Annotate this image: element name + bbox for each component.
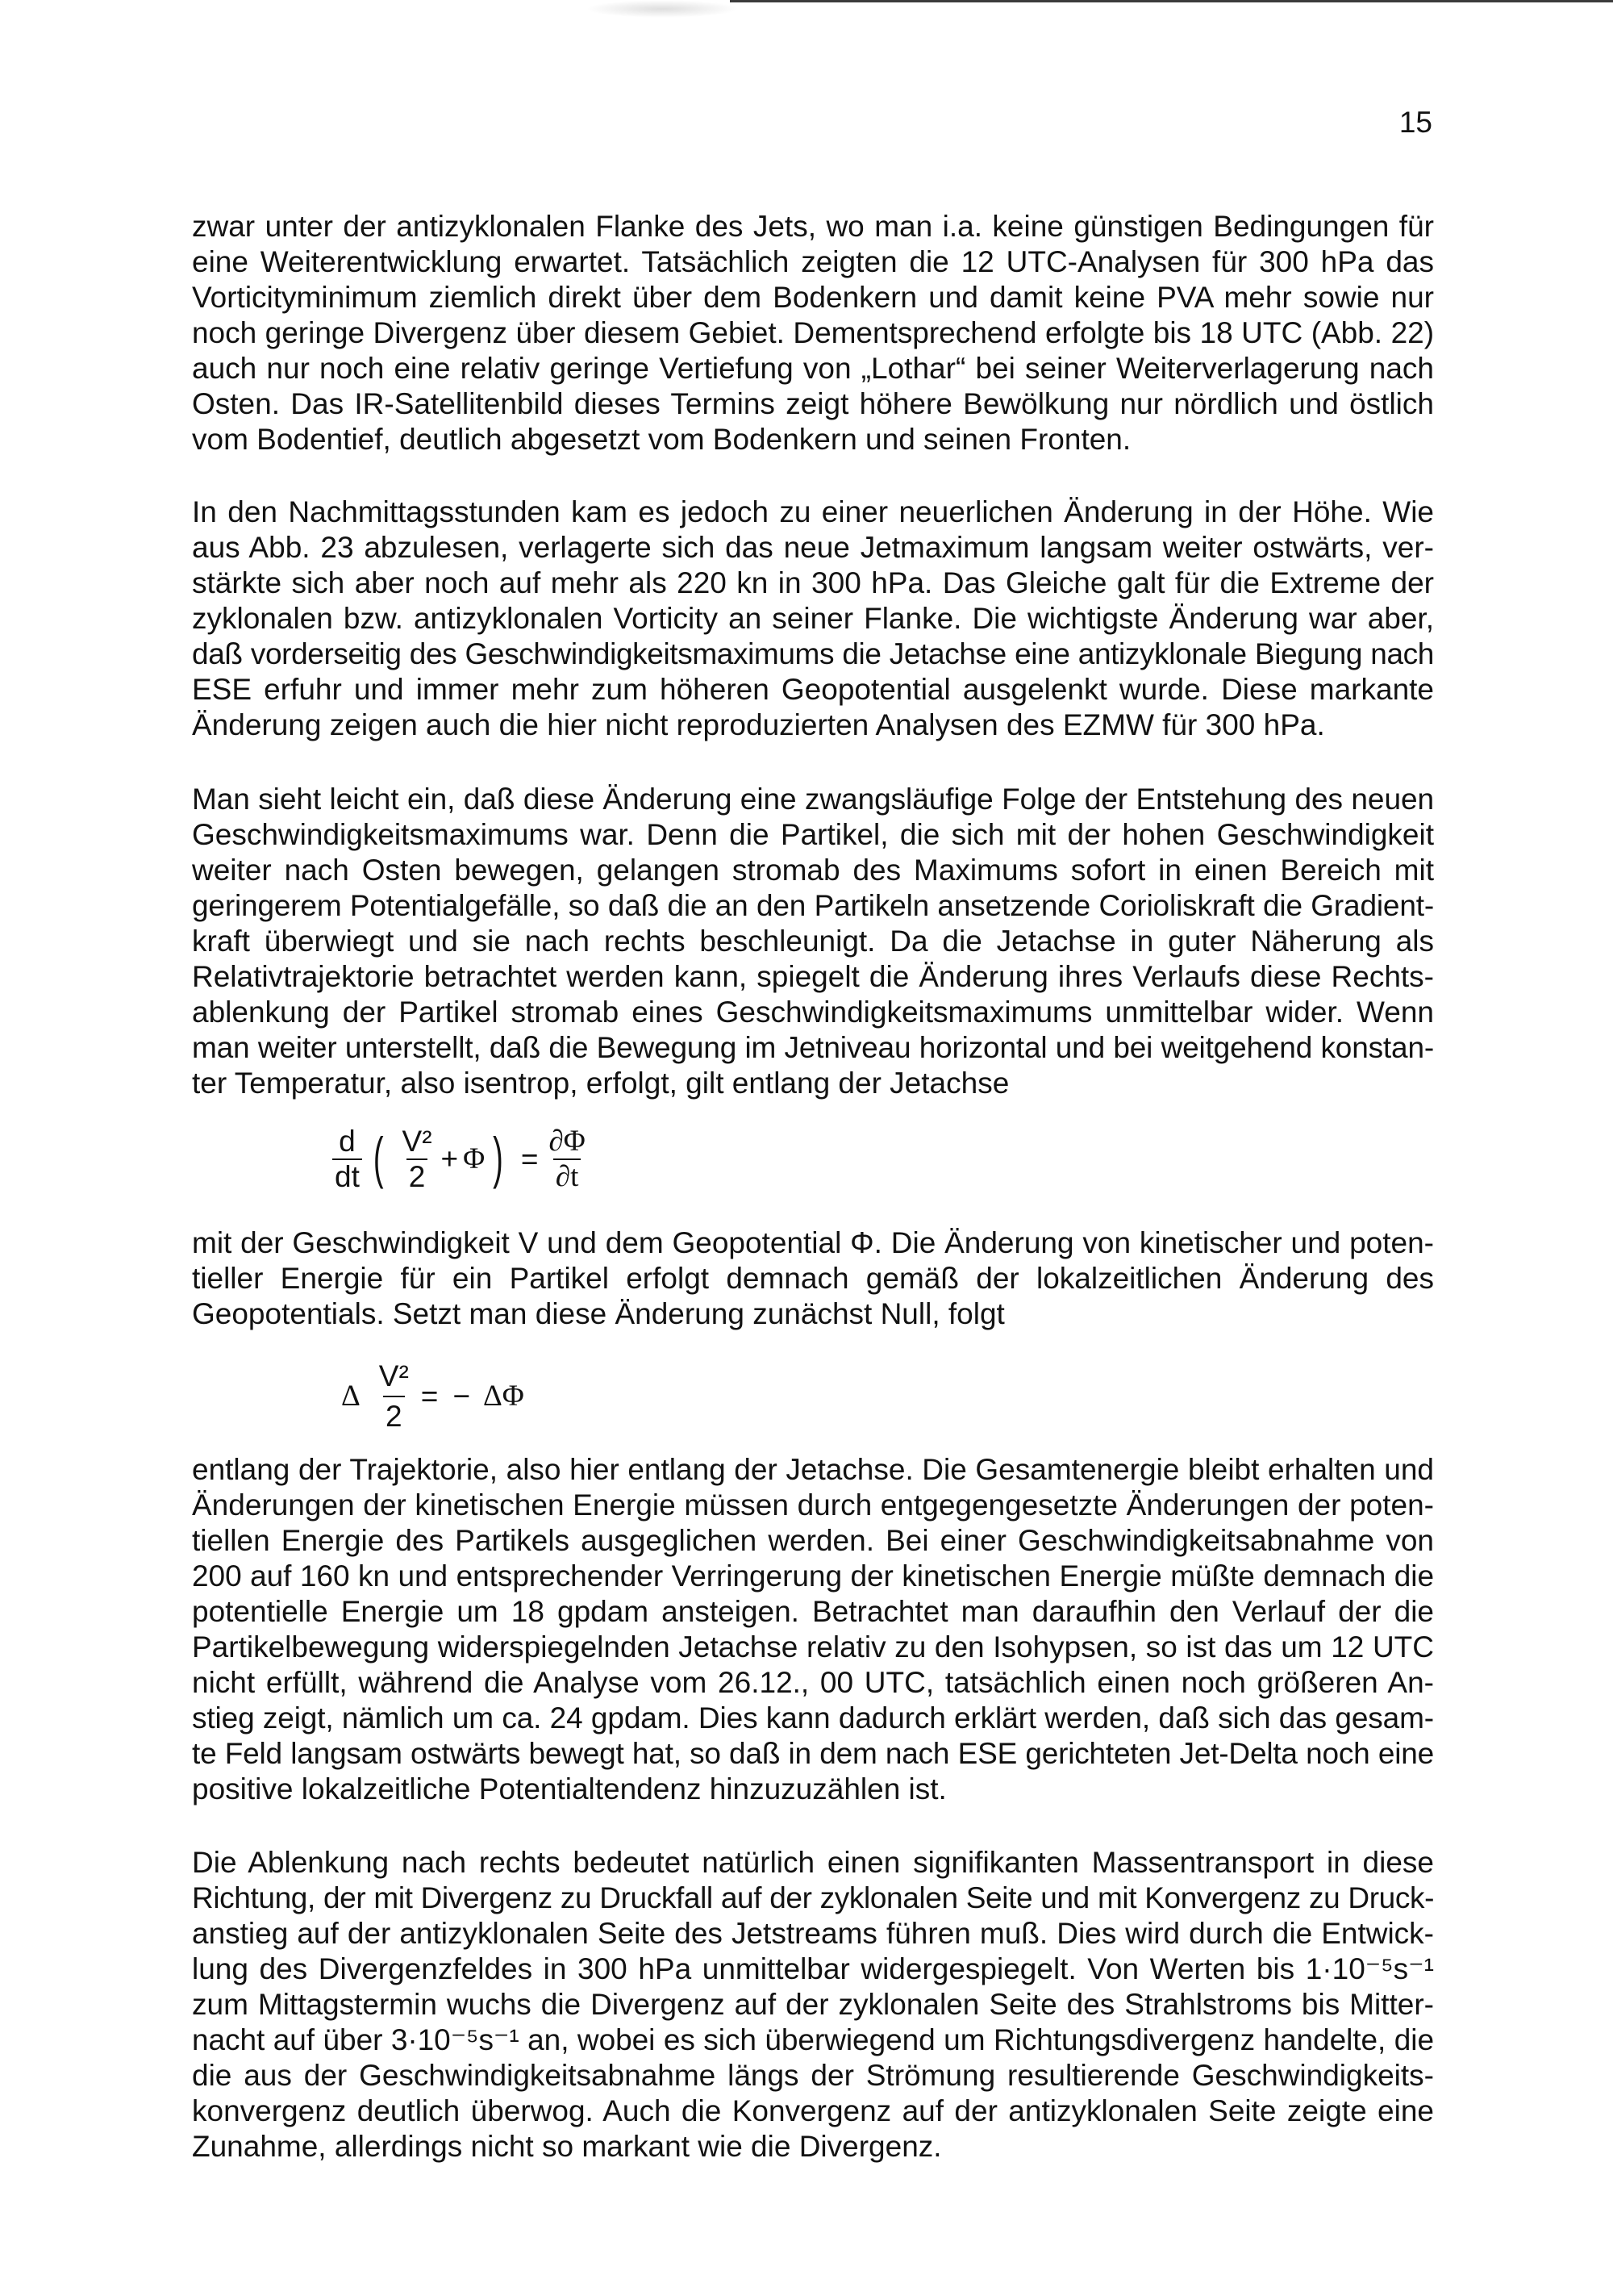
delta-phi-term: ΔΦ	[483, 1380, 524, 1413]
text-line: kraft überwiegt und sie nach rechts beschleunigt. Da die Jetachse in guter Näherung als	[192, 925, 1434, 958]
text-line: auch nur noch eine relativ geringe Vertiefung von „Lothar“ bei seiner Weiterverlagerung nach	[192, 352, 1434, 385]
text-line: zyklonalen bzw. antizyklonalen Vorticity an seiner Flanke. Die wichtigste Änderung war aber,	[192, 602, 1434, 635]
numerator: ∂Φ	[548, 1125, 586, 1158]
text-line: tieller Energie für ein Partikel erfolgt demnach gemäß der lokalzeitlichen Änderung des	[192, 1262, 1434, 1295]
paragraph	[192, 1225, 1434, 1332]
numerator: V²	[402, 1125, 432, 1158]
paren-close: )	[493, 1128, 503, 1191]
text-line: anstieg auf der antizyklonalen Seite des Jetstreams führen muß. Dies wird durch die Entwick-	[192, 1917, 1434, 1950]
equals-operator: =	[420, 1380, 439, 1413]
text-line: noch geringe Divergenz über diesem Gebiet. Dementsprechend erfolgte bis 18 UTC (Abb. 22)	[192, 316, 1434, 349]
text-line: Relativtrajektorie betrachtet werden kann, spiegelt die Änderung ihres Verlaufs diese Rechts-	[192, 960, 1434, 993]
text-line: Änderungen der kinetischen Energie müssen durch entgegengesetzte Änderungen der poten-	[192, 1488, 1434, 1522]
text-line: Zunahme, allerdings nicht so markant wie die Divergenz.	[192, 2130, 942, 2163]
delta-symbol: Δ	[341, 1380, 361, 1413]
text-line: Partikelbewegung widerspiegelnden Jetachse relativ zu den Isohypsen, so ist das um 12 UTC	[192, 1630, 1434, 1664]
text-line: Die Ablenkung nach rechts bedeutet natürlich einen signifikanten Massentransport in diese	[192, 1846, 1434, 1879]
text-line: die aus der Geschwindigkeitsabnahme längs der Strömung resultierende Geschwindigkeits-	[192, 2059, 1434, 2092]
text-line: zwar unter der antizyklonalen Flanke des Jets, wo man i.a. keine günstigen Bedingungen für	[192, 210, 1434, 243]
text-line: nacht auf über 3·10⁻⁵s⁻¹ an, wobei es sich überwiegend um Richtungsdivergenz handelte, die	[192, 2023, 1434, 2056]
scan-smudge	[586, 0, 739, 18]
text-line: lung des Divergenzfeldes in 300 hPa unmittelbar widergespiegelt. Von Werten bis 1·10⁻⁵s⁻¹	[192, 1952, 1434, 1985]
text-line: Änderung zeigen auch die hier nicht reproduzierten Analysen des EZMW für 300 hPa.	[192, 708, 1325, 741]
text-line: Vorticityminimum ziemlich direkt über dem Bodenkern und damit keine PVA mehr sowie nur	[192, 281, 1434, 314]
text-line: Osten. Das IR-Satellitenbild dieses Termins zeigt höhere Bewölkung nur nördlich und östlich	[192, 387, 1434, 420]
denominator: 2	[406, 1158, 428, 1194]
text-line: ter Temperatur, also isentrop, erfolgt, gilt entlang der Jetachse	[192, 1067, 1010, 1100]
text-line: In den Nachmittagsstunden kam es jedoch zu einer neuerlichen Änderung in der Höhe. Wie	[192, 495, 1434, 528]
numerator: d	[339, 1125, 356, 1158]
text-line: ESE erfuhr und immer mehr zum höheren Geopotential ausgelenkt wurde. Diese markante	[192, 673, 1434, 706]
fraction-kinetic	[400, 1125, 435, 1194]
text-line: 200 auf 160 kn und entsprechender Verringerung der kinetischen Energie müßte demnach die	[192, 1559, 1434, 1593]
fraction-partial	[546, 1125, 587, 1194]
text-line: nicht erfüllt, während die Analyse vom 26.12., 00 UTC, tatsächlich einen noch größeren An-	[192, 1666, 1434, 1699]
denominator: 2	[383, 1396, 405, 1436]
paragraph	[192, 1452, 1434, 1807]
equation-energy-tendency	[332, 1125, 588, 1194]
paragraph	[192, 209, 1434, 457]
text-line: ablenkung der Partikel stromab eines Geschwindigkeitsmaximums unmittelbar wider. Wenn	[192, 996, 1434, 1029]
denominator: ∂t	[553, 1158, 581, 1194]
text-line: daß vorderseitig des Geschwindigkeitsmaximums die Jetachse eine antizyklonale Biegung nach	[192, 637, 1434, 670]
minus-operator: −	[452, 1380, 471, 1413]
fraction-d-dt	[332, 1125, 362, 1194]
text-line: Geschwindigkeitsmaximums war. Denn die Partikel, die sich mit der hohen Geschwindigkeit	[192, 818, 1434, 851]
text-line: tiellen Energie des Partikels ausgeglichen werden. Bei einer Geschwindigkeitsabnahme von	[192, 1524, 1434, 1557]
scan-edge-line	[730, 0, 1613, 2]
text-line: positive lokalzeitliche Potentialtendenz hinzuzuzählen ist.	[192, 1772, 947, 1805]
text-line: entlang der Trajektorie, also hier entlang der Jetachse. Die Gesamtenergie bleibt erhalten und	[192, 1453, 1434, 1486]
text-line: Man sieht leicht ein, daß diese Änderung eine zwangsläufige Folge der Entstehung des neuen	[192, 783, 1434, 816]
text-line: zum Mittagstermin wuchs die Divergenz auf der zyklonalen Seite des Strahlstroms bis Mitter-	[192, 1988, 1434, 2021]
equals-operator: =	[520, 1142, 539, 1175]
numerator: V²	[378, 1359, 409, 1392]
text-line: geringerem Potentialgefälle, so daß die an den Partikeln ansetzende Corioliskraft die Gradient-	[192, 889, 1434, 922]
paren-open: (	[373, 1128, 384, 1191]
text-line: man weiter unterstellt, daß die Bewegung im Jetniveau horizontal und bei weitgehend konstan-	[192, 1031, 1434, 1064]
text-line: Geopotentials. Setzt man diese Änderung zunächst Null, folgt	[192, 1297, 1005, 1330]
denominator: dt	[332, 1158, 362, 1194]
equation-energy-balance	[341, 1357, 524, 1436]
text-line: konvergenz deutlich überwog. Auch die Konvergenz auf der antizyklonalen Seite zeigte eine	[192, 2094, 1434, 2127]
text-line: stieg zeigt, nämlich um ca. 24 gpdam. Dies kann dadurch erklärt werden, daß sich das gesam-	[192, 1701, 1434, 1735]
text-line: weiter nach Osten bewegen, gelangen stromab des Maximums sofort in einen Bereich mit	[192, 854, 1434, 887]
paragraph	[192, 495, 1434, 743]
text-line: mit der Geschwindigkeit V und dem Geopotential Φ. Die Änderung von kinetischer und poten-	[192, 1226, 1434, 1259]
phi-symbol: Φ	[463, 1142, 486, 1175]
text-line: Richtung, der mit Divergenz zu Druckfall auf der zyklonalen Seite und mit Konvergenz zu Druck-	[192, 1881, 1434, 1914]
text-line: vom Bodentief, deutlich abgesetzt vom Bodenkern und seinen Fronten.	[192, 423, 1132, 456]
text-line: potentielle Energie um 18 gpdam ansteigen. Betrachtet man daraufhin den Verlauf der die	[192, 1595, 1434, 1628]
fraction-kinetic	[377, 1357, 411, 1436]
plus-operator: +	[440, 1142, 459, 1175]
text-line: te Feld langsam ostwärts bewegt hat, so daß in dem nach ESE gerichteten Jet-Delta noch eine	[192, 1737, 1434, 1770]
text-line: aus Abb. 23 abzulesen, verlagerte sich das neue Jetmaximum langsam weiter ostwärts, ver-	[192, 531, 1434, 564]
paragraph	[192, 782, 1434, 1101]
text-line: stärkte sich aber noch auf mehr als 220 kn in 300 hPa. Das Gleiche galt für die Extreme der	[192, 566, 1434, 599]
paragraph	[192, 1845, 1434, 2165]
page-number: 15	[1398, 106, 1432, 139]
text-line: eine Weiterentwicklung erwartet. Tatsächlich zeigten die 12 UTC-Analysen für 300 hPa das	[192, 245, 1434, 278]
